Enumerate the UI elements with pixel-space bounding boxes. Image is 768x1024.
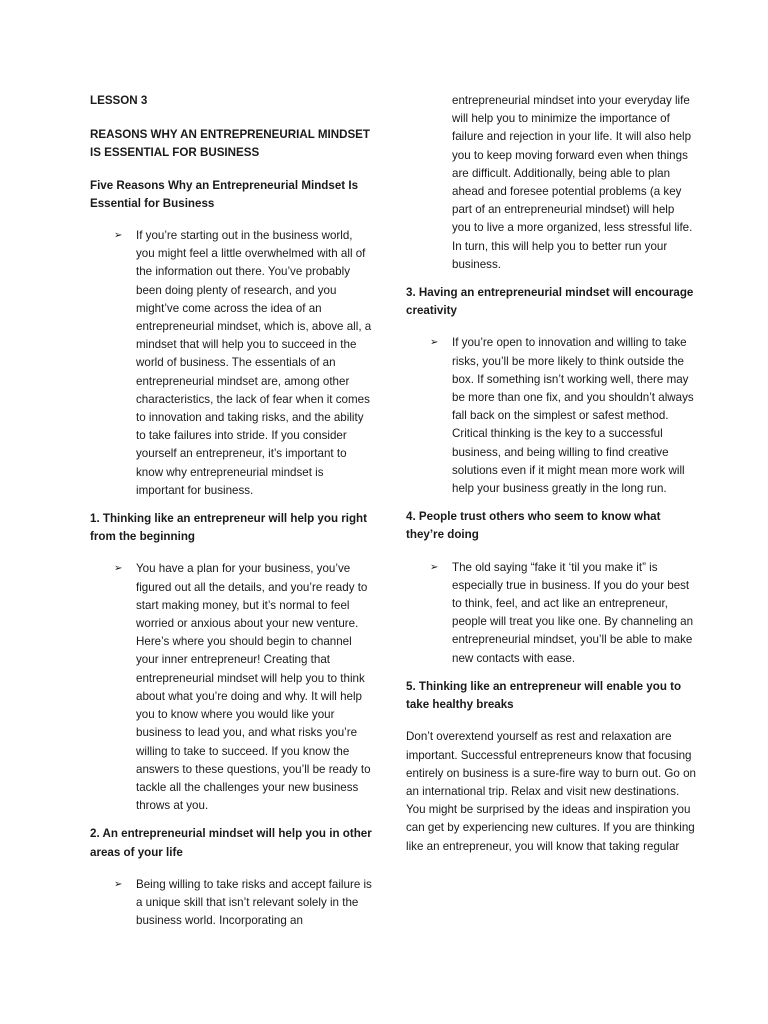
arrow-bullet-icon: ➢: [114, 230, 123, 242]
reason3-text: If you’re open to innovation and willing to take risks, you’ll be more likely to think outside the box. If something isn’t working well, there may be more than one fix, and you shouldn’t always fall back on the simplest or safest method. Critical thinking is the key to a successful business, and being willing to find creative solutions even if it might mean more work will help your business greatly in the long run.: [452, 336, 694, 496]
page-title: REASONS WHY AN ENTREPRENEURIAL MINDSET IS ESSENTIAL FOR BUSINESS: [90, 128, 370, 160]
reason4-heading: 4. People trust others who seem to know what they’re doing: [406, 510, 661, 542]
intro-text: If you’re starting out in the business world, you might feel a little overwhelmed with all of the information out there. You’ve probably been doing plenty of research, and you might’ve come across the idea of an entrepreneurial mindset, which is, above all, a mindset that will help you to succeed in the world of business. The essentials of an entrepreneurial mindset are, among other characteristics, the lack of fear when it comes to innovation and taking risks, and the ability to take failures into stride. If you consider yourself an entrepreneur, it’s important to know why entrepreneurial mindset is important for business.: [136, 229, 372, 497]
reason1-heading: 1. Thinking like an entrepreneur will help you right from the beginning: [90, 512, 368, 544]
reason3-heading: 3. Having an entrepreneurial mindset will encourage creativity: [406, 286, 694, 318]
reason3-bullet: [406, 334, 696, 498]
lesson-label: LESSON 3: [90, 94, 148, 107]
reason5-paragraph: Don’t overextend yourself as rest and relaxation are important. Successful entrepreneurs know that focusing entirely on business is a sure-fire way to burn out. Go on an international trip. Relax and visit new destinations. You might be surprised by the ideas and inspiration you can get by experiencing new cultures. If you are thinking like an entrepreneur, you will know that taking regular: [406, 730, 696, 853]
reason4-text: The old saying “fake it ‘til you make it” is especially true in business. If you do your best to think, feel, and act like an entrepreneur, people will treat you like one. By channeling an entrepreneurial mindset, you’ll be able to make new contacts with ease.: [452, 560, 694, 665]
reason1-text: You have a plan for your business, you’ve figured out all the details, and you’re ready to start making money, but it’s normal to feel worried or anxious about your new venture. Here’s where you should begin to channel your inner entrepreneur! Creating that entrepreneurial mindset will help you to think about what you’re doing and why. It will help you to know where you would like your business to lead you, and what risks you’re willing to take to succeed. If you know the answers to these questions, you’ll be ready to tackle all the challenges your new business throws at you.: [136, 562, 371, 813]
arrow-bullet-icon: ➢: [114, 878, 123, 890]
reason2-bullet: [90, 876, 372, 931]
left-column: [90, 92, 372, 938]
reason2-text: Being willing to take risks and accept failure is a unique skill that isn’t relevant solely in the business world. Incorporating an: [136, 877, 372, 928]
intro-bullet: [90, 227, 372, 500]
reason5-heading: 5. Thinking like an entrepreneur will enable you to take healthy breaks: [406, 679, 682, 712]
arrow-bullet-icon: ➢: [114, 563, 123, 575]
reason2-continuation: entrepreneurial mindset into your everyday life will help you to minimize the importance of failure and rejection in your life. It will also help you to keep moving forward even when things are difficult. Additionally, being able to plan ahead and foresee potential problems (a key part of an entrepreneurial mindset) will help you to live a more organized, less stressful life. In turn, this will help you to better run your business.: [452, 94, 693, 271]
reason1-bullet: [90, 560, 372, 815]
right-column: [406, 92, 696, 866]
reason2-heading: 2. An entrepreneurial mindset will help you in other areas of your life: [90, 827, 372, 859]
arrow-bullet-icon: ➢: [430, 561, 439, 573]
arrow-bullet-icon: ➢: [430, 337, 439, 349]
page-subtitle: Five Reasons Why an Entrepreneurial Mindset Is Essential for Business: [90, 178, 359, 210]
reason4-bullet: [406, 559, 696, 668]
